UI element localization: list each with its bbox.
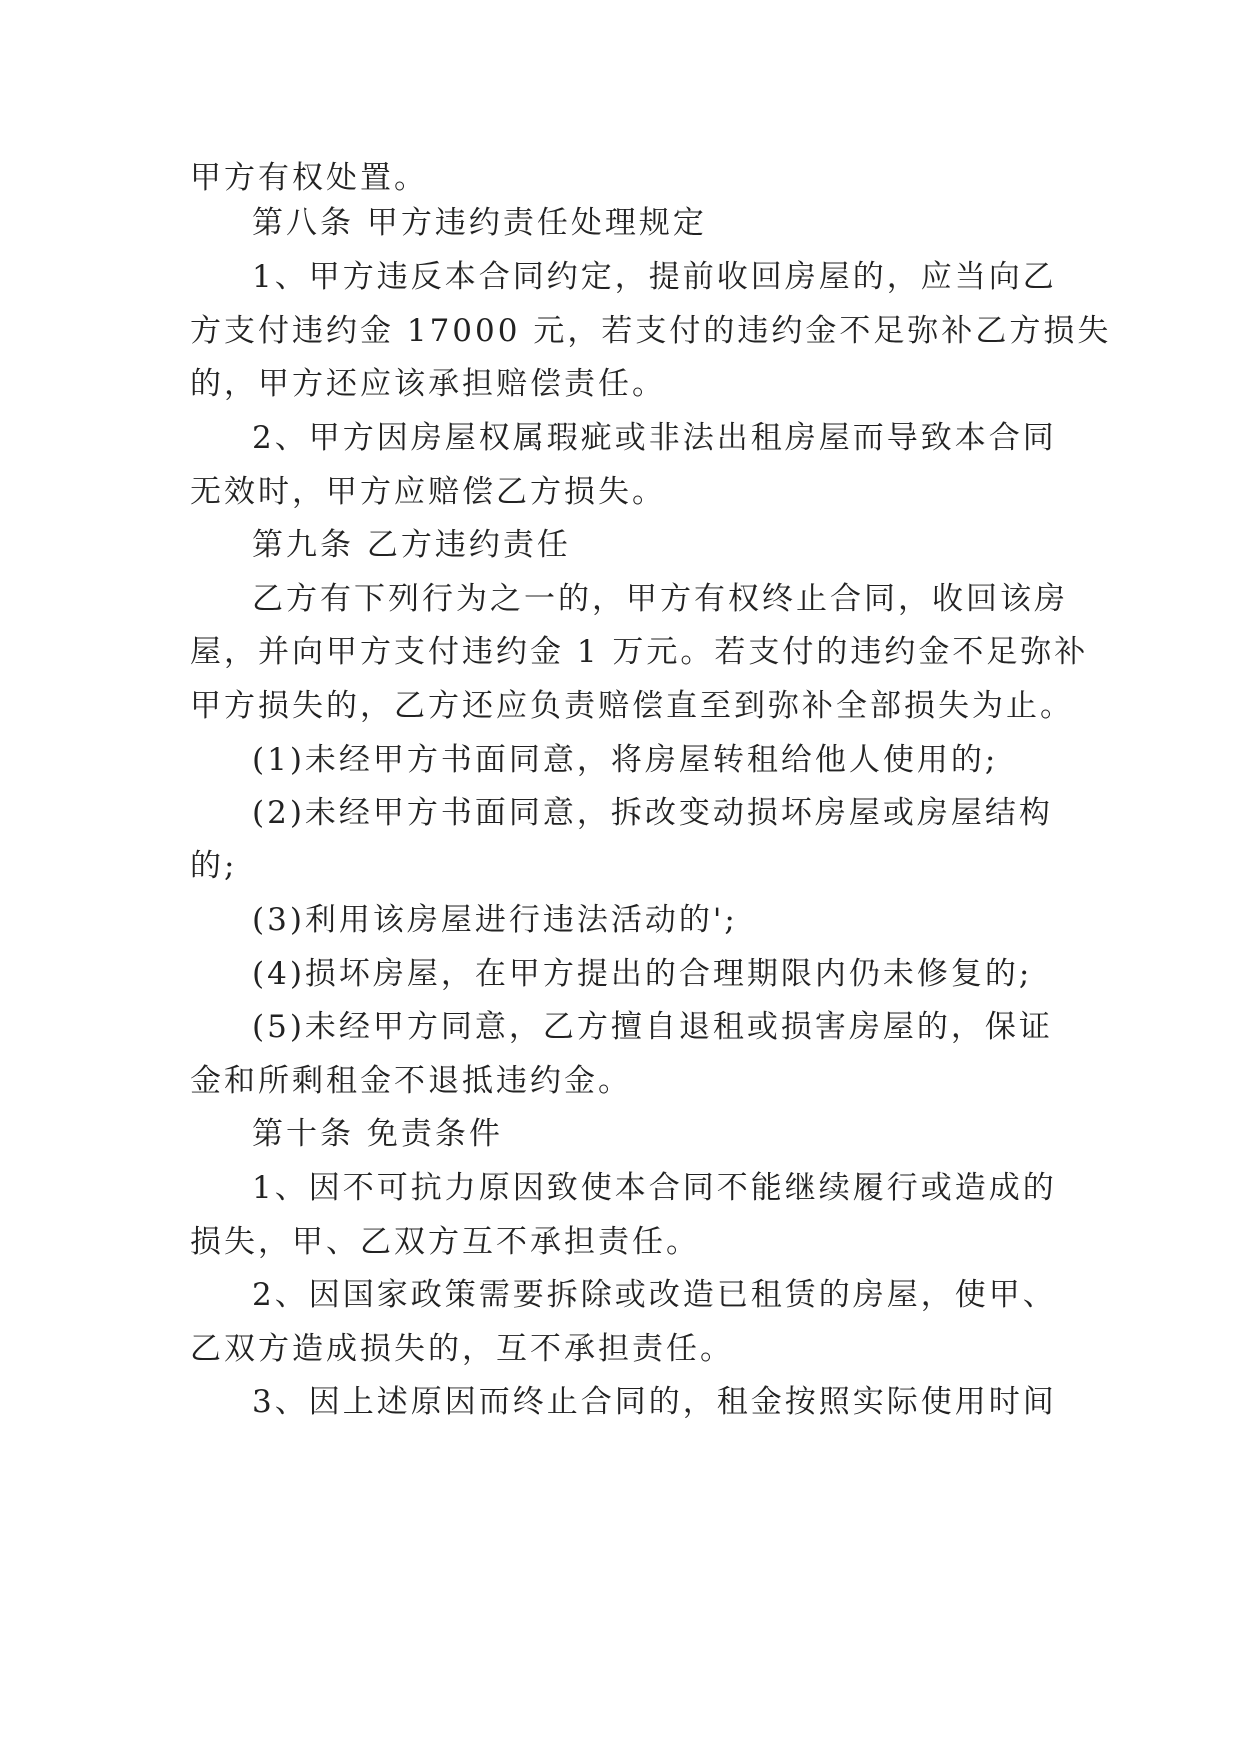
text-line: 甲方损失的，乙方还应负责赔偿直至到弥补全部损失为止。 [190,688,1074,724]
section-heading-article-8: 第八条 甲方违约责任处理规定 [252,205,707,241]
text-line: 的，甲方还应该承担赔偿责任。 [190,366,666,402]
text-line: 甲方有权处置。 [190,160,428,196]
list-item: (2)未经甲方书面同意，拆改变动损坏房屋或房屋结构 [252,795,1053,831]
text-line: 损失，甲、乙双方互不承担责任。 [190,1224,700,1260]
text-line: 3、因上述原因而终止合同的，租金按照实际使用时间 [252,1384,1057,1420]
text-line: 屋，并向甲方支付违约金 1 万元。若支付的违约金不足弥补 [190,634,1089,670]
list-item: (1)未经甲方书面同意，将房屋转租给他人使用的; [252,742,999,778]
list-item: (3)利用该房屋进行违法活动的'; [252,902,738,938]
text-line: 方支付违约金 17000 元，若支付的违约金不足弥补乙方损失 [190,313,1112,349]
list-item: (5)未经甲方同意，乙方擅自退租或损害房屋的，保证 [252,1009,1053,1045]
list-item: (4)损坏房屋，在甲方提出的合理期限内仍未修复的; [252,956,1033,992]
section-heading-article-9: 第九条 乙方违约责任 [252,527,571,563]
text-line: 的; [190,848,238,884]
text-line: 1、因不可抗力原因致使本合同不能继续履行或造成的 [252,1170,1057,1206]
text-line: 2、因国家政策需要拆除或改造已租赁的房屋，使甲、 [252,1277,1057,1313]
section-heading-article-10: 第十条 免责条件 [252,1116,503,1152]
text-line: 无效时，甲方应赔偿乙方损失。 [190,474,666,510]
text-line: 乙双方造成损失的，互不承担责任。 [190,1331,734,1367]
text-line: 金和所剩租金不退抵违约金。 [190,1063,632,1099]
text-line: 乙方有下列行为之一的，甲方有权终止合同，收回该房 [252,581,1068,617]
text-line: 2、甲方因房屋权属瑕疵或非法出租房屋而导致本合同 [252,420,1057,456]
text-line: 1、甲方违反本合同约定，提前收回房屋的，应当向乙 [252,259,1057,295]
